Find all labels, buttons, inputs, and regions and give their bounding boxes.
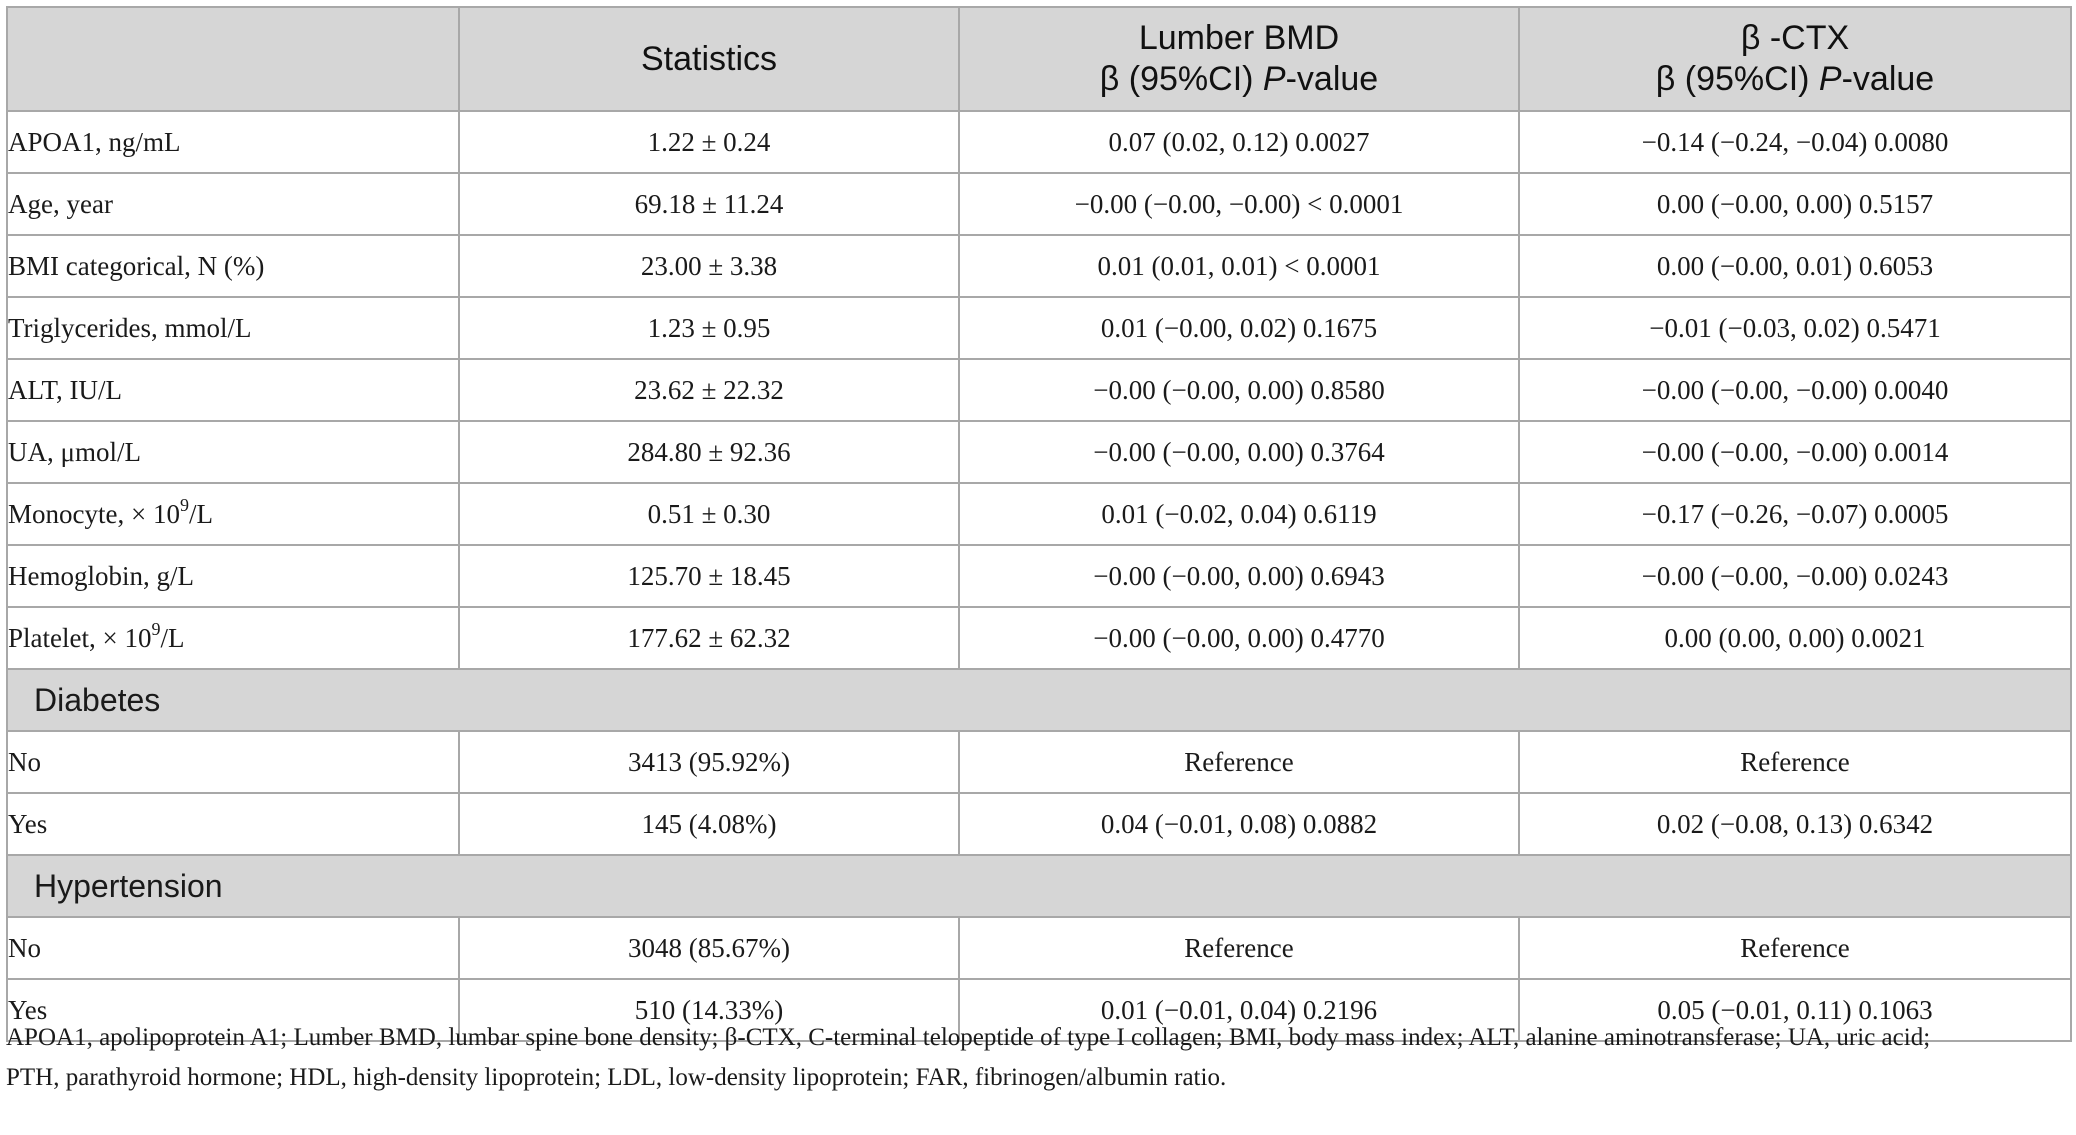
table-row [7, 173, 2071, 235]
header-row [7, 7, 2071, 111]
row-label-unit: /L [188, 498, 213, 529]
section-title: Hypertension [7, 855, 2071, 917]
header-subtitle-p: P [1818, 60, 1842, 98]
table-row [7, 359, 2071, 421]
table-row [7, 917, 2071, 979]
row-beta-ctx: −0.14 (−0.24, −0.04) 0.0080 [1519, 111, 2071, 173]
row-label: Hemoglobin, g/L [7, 545, 459, 607]
row-statistics: 3413 (95.92%) [459, 731, 959, 793]
row-beta-ctx: Reference [1519, 731, 2071, 793]
table-row [7, 235, 2071, 297]
row-lumber-bmd: −0.00 (−0.00, 0.00) 0.4770 [959, 607, 1519, 669]
row-lumber-bmd: 0.01 (0.01, 0.01) < 0.0001 [959, 235, 1519, 297]
row-label: Yes [7, 979, 459, 1041]
row-beta-ctx: −0.00 (−0.00, −0.00) 0.0243 [1519, 545, 2071, 607]
row-statistics: 177.62 ± 62.32 [459, 607, 959, 669]
row-lumber-bmd: 0.01 (−0.02, 0.04) 0.6119 [959, 483, 1519, 545]
row-label: Yes [7, 793, 459, 855]
row-label [7, 607, 459, 669]
row-label [7, 483, 459, 545]
row-label-text: Monocyte, × 10 [8, 498, 180, 529]
row-beta-ctx: −0.00 (−0.00, −0.00) 0.0014 [1519, 421, 2071, 483]
row-beta-ctx: 0.02 (−0.08, 0.13) 0.6342 [1519, 793, 2071, 855]
row-lumber-bmd: Reference [959, 917, 1519, 979]
row-beta-ctx: 0.00 (0.00, 0.00) 0.0021 [1519, 607, 2071, 669]
row-label: APOA1, ng/mL [7, 111, 459, 173]
row-label: No [7, 917, 459, 979]
row-beta-ctx: 0.05 (−0.01, 0.11) 0.1063 [1519, 979, 2071, 1041]
header-lumber-bmd-subtitle [960, 59, 1518, 100]
header-subtitle-p: P [1262, 60, 1286, 98]
header-beta-ctx-subtitle [1520, 59, 2070, 100]
header-subtitle-text: β (95%CI) [1655, 60, 1819, 98]
row-label: Age, year [7, 173, 459, 235]
row-lumber-bmd: −0.00 (−0.00, −0.00) < 0.0001 [959, 173, 1519, 235]
row-statistics: 23.62 ± 22.32 [459, 359, 959, 421]
table-row [7, 421, 2071, 483]
table-row [7, 607, 2071, 669]
row-lumber-bmd: 0.04 (−0.01, 0.08) 0.0882 [959, 793, 1519, 855]
row-statistics: 510 (14.33%) [459, 979, 959, 1041]
row-label-text: Platelet, × 10 [8, 622, 152, 653]
table-footnote [6, 1018, 2070, 1098]
row-statistics: 145 (4.08%) [459, 793, 959, 855]
row-statistics: 0.51 ± 0.30 [459, 483, 959, 545]
section-header-hypertension [7, 855, 2071, 917]
table-row [7, 793, 2071, 855]
row-label-unit: /L [160, 622, 185, 653]
table-row [7, 545, 2071, 607]
header-subtitle-text: β (95%CI) [1099, 60, 1263, 98]
table-row [7, 111, 2071, 173]
footnote-line: APOA1, apolipoprotein A1; Lumber BMD, lumbar spine bone density; β-CTX, C-terminal telopeptide of type I collagen; BMI, body mass index; ALT, alanine aminotransferase; UA, uric acid; [6, 1024, 1931, 1051]
row-label: UA, μmol/L [7, 421, 459, 483]
row-statistics: 125.70 ± 18.45 [459, 545, 959, 607]
row-statistics: 69.18 ± 11.24 [459, 173, 959, 235]
row-label: ALT, IU/L [7, 359, 459, 421]
header-beta-ctx [1519, 7, 2071, 111]
row-statistics: 284.80 ± 92.36 [459, 421, 959, 483]
row-lumber-bmd: −0.00 (−0.00, 0.00) 0.3764 [959, 421, 1519, 483]
section-header-diabetes [7, 669, 2071, 731]
table-header [7, 7, 2071, 111]
row-lumber-bmd: −0.00 (−0.00, 0.00) 0.8580 [959, 359, 1519, 421]
table-row [7, 297, 2071, 359]
row-beta-ctx: 0.00 (−0.00, 0.00) 0.5157 [1519, 173, 2071, 235]
row-beta-ctx: −0.17 (−0.26, −0.07) 0.0005 [1519, 483, 2071, 545]
results-table [6, 6, 2072, 1042]
row-beta-ctx: 0.00 (−0.00, 0.01) 0.6053 [1519, 235, 2071, 297]
header-statistics: Statistics [459, 7, 959, 111]
footnote-line: PTH, parathyroid hormone; HDL, high-density lipoprotein; LDL, low-density lipoprotein; FAR, fibrinogen/albumin ratio. [6, 1064, 1227, 1091]
section-title: Diabetes [7, 669, 2071, 731]
row-beta-ctx: −0.01 (−0.03, 0.02) 0.5471 [1519, 297, 2071, 359]
table-row [7, 731, 2071, 793]
row-beta-ctx: Reference [1519, 917, 2071, 979]
table-body [7, 111, 2071, 1041]
row-beta-ctx: −0.00 (−0.00, −0.00) 0.0040 [1519, 359, 2071, 421]
row-statistics: 23.00 ± 3.38 [459, 235, 959, 297]
row-lumber-bmd: 0.07 (0.02, 0.12) 0.0027 [959, 111, 1519, 173]
row-lumber-bmd: 0.01 (−0.01, 0.04) 0.2196 [959, 979, 1519, 1041]
row-lumber-bmd: 0.01 (−0.00, 0.02) 0.1675 [959, 297, 1519, 359]
header-beta-ctx-title: β -CTX [1740, 19, 1850, 57]
header-lumber-bmd-title: Lumber BMD [1138, 19, 1340, 57]
table-container [6, 6, 2070, 1042]
header-lumber-bmd [959, 7, 1519, 111]
header-variable [7, 7, 459, 111]
row-statistics: 1.23 ± 0.95 [459, 297, 959, 359]
row-label-exponent: 9 [179, 494, 189, 515]
row-label: No [7, 731, 459, 793]
row-label: Triglycerides, mmol/L [7, 297, 459, 359]
row-lumber-bmd: −0.00 (−0.00, 0.00) 0.6943 [959, 545, 1519, 607]
table-row [7, 483, 2071, 545]
row-lumber-bmd: Reference [959, 731, 1519, 793]
header-subtitle-suffix: -value [1841, 60, 1935, 98]
row-statistics: 3048 (85.67%) [459, 917, 959, 979]
row-label: BMI categorical, N (%) [7, 235, 459, 297]
row-statistics: 1.22 ± 0.24 [459, 111, 959, 173]
header-subtitle-suffix: -value [1285, 60, 1379, 98]
row-label-exponent: 9 [151, 618, 161, 639]
